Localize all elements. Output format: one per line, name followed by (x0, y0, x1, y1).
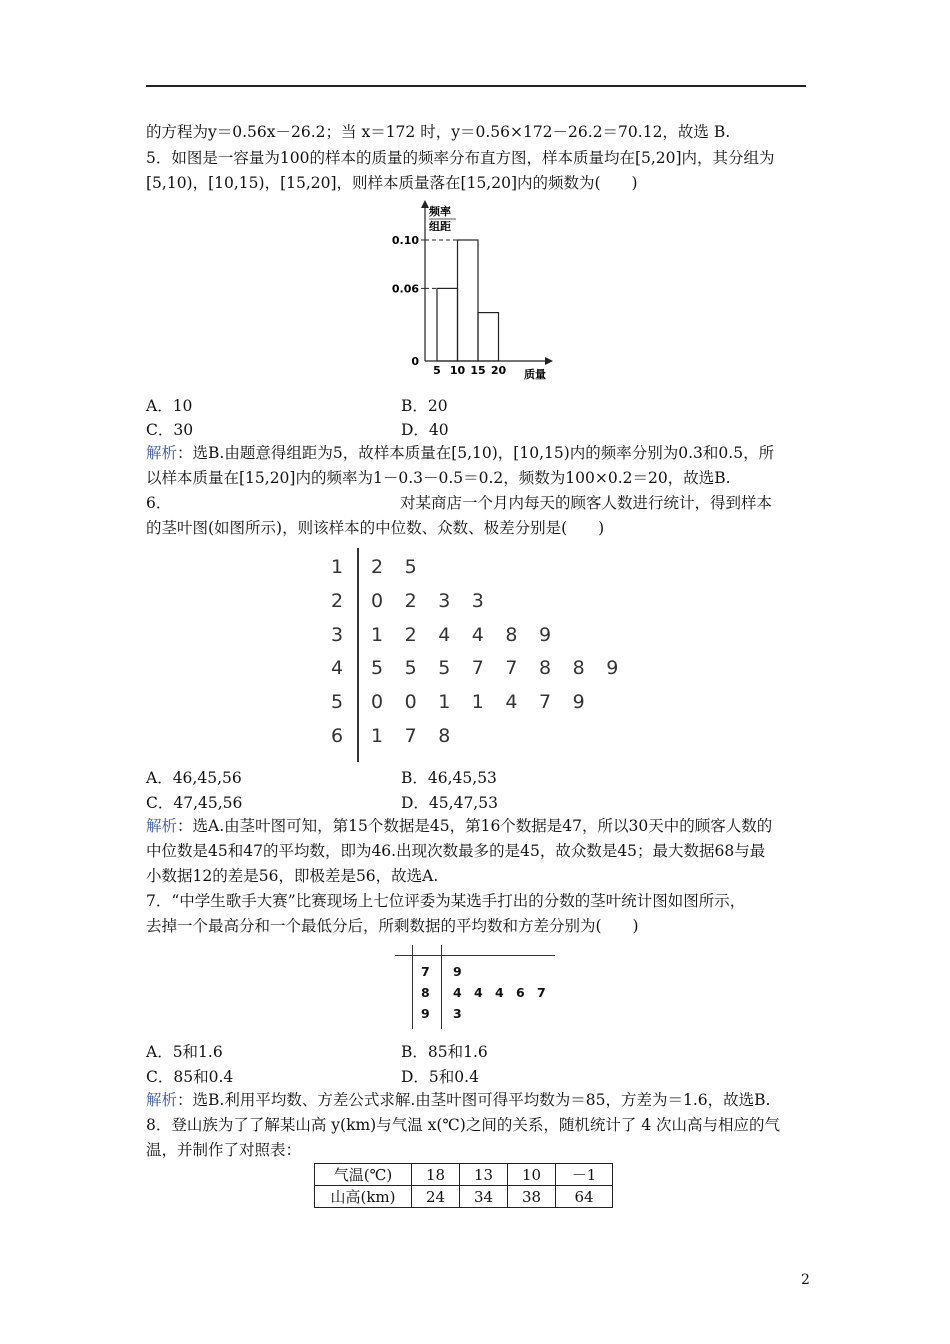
table-cell: 34 (460, 1186, 508, 1208)
leaf-value: 7 (505, 657, 518, 680)
stem-leaf-divider (357, 548, 359, 762)
leaf-value: 1 (471, 691, 484, 714)
option-d: D．45,47,53 (401, 794, 498, 812)
stem-value: 9 (421, 1006, 430, 1021)
leaf-value: 5 (438, 657, 451, 680)
question-5-line: 5．如图是一容量为100的样本的质量的频率分布直方图，样本质量均在[5,20]内，其分组为 (146, 149, 775, 167)
table-cell: 38 (508, 1186, 556, 1208)
leaf-value: 1 (371, 623, 384, 646)
page-number: 2 (801, 1272, 810, 1288)
stem-value: 8 (421, 985, 430, 1000)
table-cell: 山高(km) (315, 1186, 412, 1208)
option-b: B．85和1.6 (401, 1043, 488, 1061)
x-axis-arrow (545, 357, 553, 365)
option-a: A．10 (146, 397, 193, 415)
x-tick-label: 20 (490, 364, 507, 377)
solution-5-line (146, 443, 816, 463)
question-7-line: 7．“中学生歌手大赛”比赛现场上七位评委为某选手打出的分数的茎叶统计图如图所示， (146, 892, 746, 910)
option-a: A．46,45,56 (146, 769, 242, 787)
leaf-value: 7 (537, 985, 546, 1000)
solution-label: 解析 (146, 444, 178, 462)
x-tick-label: 5 (433, 364, 441, 377)
leaf-value: 9 (453, 964, 462, 979)
leaf-value: 8 (505, 623, 518, 646)
table-cell: 18 (412, 1164, 460, 1186)
table-cell: 13 (460, 1164, 508, 1186)
option-d: D．5和0.4 (401, 1068, 479, 1086)
leaf-value: 4 (438, 623, 451, 646)
question-6-number: 6． (146, 494, 172, 512)
stem-value: 6 (331, 725, 344, 747)
question-5-line: [5,10)，[10,15)，[15,20]，则样本质量落在[15,20]内的频数为( ) (146, 174, 638, 192)
x-tick-label: 15 (470, 364, 486, 377)
question-8-line: 8．登山族为了了解某山高 y(km)与气温 x(℃)之间的关系，随机统计了 4 次山高与相应的气 (146, 1116, 781, 1134)
question-7-line: 去掉一个最高分和一个最低分后，所剩数据的平均数和方差分别为( ) (146, 917, 639, 935)
stem-value: 7 (421, 964, 430, 979)
y-tick-label: 0.06 (391, 282, 419, 296)
leaf-value: 7 (404, 725, 417, 747)
leaf-value: 2 (404, 623, 417, 646)
solution-6-line: 中位数是45和47的平均数，即为46.出现次数最多的是45，故众数是45；最大数据68与最 (146, 842, 766, 860)
option-b: B．46,45,53 (401, 769, 497, 787)
leaf-value: 8 (539, 657, 552, 680)
stem-leaf-top-line (395, 955, 555, 956)
solution-text: ：选A.由茎叶图可知，第15个数据是45，第16个数据是47，所以30天中的顾客人数的 (177, 817, 773, 835)
solution-text: ：选B.由题意得组距为5，故样本质量在[5,10)，[10,15)内的频率分别为0.3和0.5，所 (177, 444, 775, 462)
stem-leaf-left-line (412, 945, 413, 1029)
y-axis-arrow (421, 200, 429, 208)
histogram-bar (458, 240, 479, 361)
y-tick-label: 0 (411, 355, 419, 368)
solution-label: 解析 (146, 817, 178, 835)
table-cell: 64 (556, 1186, 613, 1208)
table-cell: 10 (508, 1164, 556, 1186)
leaf-value: 5 (404, 657, 417, 680)
temperature-height-table (314, 1163, 613, 1208)
question-8-line: 温，并制作了对照表： (146, 1141, 302, 1159)
table-cell: 24 (412, 1186, 460, 1208)
leaf-value: 3 (453, 1006, 462, 1021)
solution-5-line: 以样本质量在[15,20]内的频率为1－0.3－0.5＝0.2，频数为100×0.2＝20，故选B. (146, 469, 731, 487)
stem-value: 3 (331, 623, 344, 646)
y-axis-label-top: 频率 (429, 205, 451, 218)
solution-label: 解析 (146, 1091, 178, 1109)
leaf-value: 4 (474, 985, 483, 1000)
leaf-value: 8 (438, 725, 451, 747)
question-6-line: 的茎叶图(如图所示)，则该样本的中位数、众数、极差分别是( ) (146, 519, 605, 537)
leaf-value: 1 (371, 725, 384, 747)
leaf-value: 6 (516, 985, 525, 1000)
table-cell: －1 (556, 1164, 613, 1186)
leaf-value: 4 (505, 691, 518, 714)
leaf-value: 8 (572, 657, 585, 680)
leaf-value: 4 (495, 985, 504, 1000)
text-line: 的方程为y＝0.56x－26.2；当 x＝172 时，y＝0.56×172－26.2＝70.12，故选 B. (146, 123, 731, 141)
leaf-value: 3 (471, 589, 484, 612)
option-a: A．5和1.6 (146, 1043, 223, 1061)
stem-value: 4 (331, 657, 344, 680)
leaf-value: 5 (404, 556, 417, 578)
leaf-value: 1 (438, 691, 451, 714)
table-cell: 气温(℃) (315, 1164, 412, 1186)
stem-leaf-divider (441, 945, 442, 1029)
leaf-value: 9 (606, 657, 619, 680)
solution-6-line (146, 816, 816, 836)
leaf-value: 4 (471, 623, 484, 646)
histogram-bar (437, 288, 458, 361)
leaf-value: 0 (371, 691, 384, 714)
solution-7-line (146, 1090, 816, 1110)
question-6-line: 对某商店一个月内每天的顾客人数进行统计，得到样本 (400, 494, 773, 512)
y-tick-label: 0.10 (391, 234, 419, 247)
stem-value: 5 (331, 691, 344, 714)
table-row (315, 1186, 613, 1208)
x-tick-label: 10 (449, 364, 466, 377)
option-c: C．85和0.4 (146, 1068, 234, 1086)
option-c: C．47,45,56 (146, 794, 243, 812)
x-axis-label: 质量 (524, 368, 546, 381)
histogram-bar (478, 313, 499, 361)
stem-value: 2 (331, 589, 344, 612)
option-d: D．40 (401, 421, 449, 439)
stem-value: 1 (331, 556, 344, 578)
solution-text: ：选B.利用平均数、方差公式求解.由茎叶图可得平均数为＝85，方差为＝1.6，故选B. (177, 1091, 771, 1109)
solution-6-line: 小数据12的差是56，即极差是56，故选A. (146, 867, 439, 885)
header-rule (146, 85, 806, 87)
leaf-value: 4 (453, 985, 462, 1000)
table-row (315, 1164, 613, 1186)
option-c: C．30 (146, 421, 194, 439)
leaf-value: 7 (471, 657, 484, 680)
leaf-value: 0 (371, 589, 384, 612)
leaf-value: 0 (404, 691, 417, 714)
leaf-value: 9 (572, 691, 585, 714)
leaf-value: 7 (539, 691, 552, 714)
frequency-histogram (385, 198, 570, 383)
y-axis-label-bottom: 组距 (429, 220, 451, 233)
option-b: B．20 (401, 397, 448, 415)
leaf-value: 2 (371, 556, 384, 578)
leaf-value: 2 (404, 589, 417, 612)
leaf-value: 5 (371, 657, 384, 680)
leaf-value: 3 (438, 589, 451, 612)
leaf-value: 9 (539, 623, 552, 646)
